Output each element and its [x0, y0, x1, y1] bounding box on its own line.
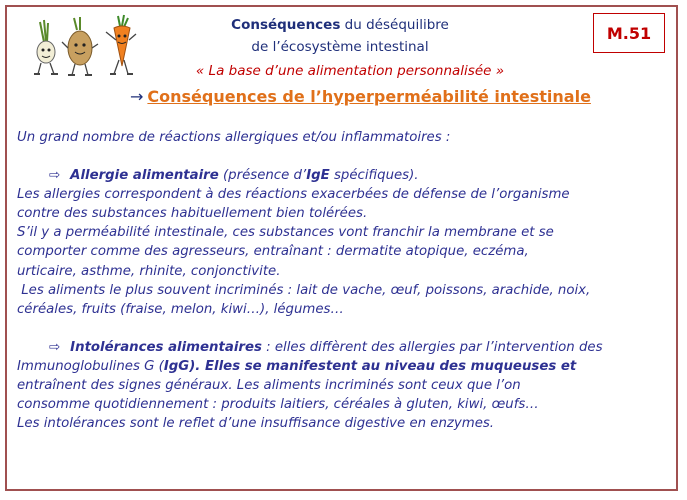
intro-line: Un grand nombre de réactions allergiques et/ou inflammatoires : — [17, 130, 451, 145]
section-title — [130, 87, 630, 106]
header-title — [230, 14, 450, 58]
allergy-line: Les allergies correspondent à des réactions exacerbées de défense de l’organisme — [17, 187, 570, 203]
onion-character — [34, 20, 58, 74]
intolerance-line: Immunoglobulines G (IgG). Elles se manifestent au niveau des muqueuses et — [17, 358, 577, 374]
header-title-line2: de l’écosystème intestinal — [251, 39, 429, 55]
subtitle: « La base d’une alimentation personnalisée » — [195, 63, 505, 79]
intolerance-line: entraînent des signes généraux. Les aliments incriminés sont ceux que l’on — [17, 378, 521, 394]
vegetable-mascots-illustration — [30, 14, 138, 80]
section-title-text: Conséquences de l’hyperperméabilité intestinale — [147, 87, 591, 106]
allergy-line: comporter comme des agresseurs, entraînant : dermatite atopique, eczéma, — [17, 244, 529, 260]
header-title-line1: Conséquences du déséquilibre — [231, 17, 449, 33]
allergy-line: urticaire, asthme, rhinite, conjonctivite. — [17, 263, 281, 279]
body-text — [17, 128, 667, 433]
allergy-heading: ⇨ Allergie alimentaire (présence d’IgE spécifiques). — [49, 168, 419, 184]
allergy-line: contre des substances habituellement bien tolérées. — [17, 206, 368, 222]
intolerance-heading: ⇨ Intolérances alimentaires : elles diffèrent des allergies par l’intervention des — [49, 339, 603, 355]
intolerance-line: Les intolérances sont le reflet d’une insuffisance digestive en enzymes. — [17, 416, 495, 432]
potato-character — [62, 17, 98, 75]
double-arrow-icon: ⇨ — [49, 168, 61, 184]
double-arrow-icon: ⇨ — [49, 339, 61, 355]
carrot-character — [106, 15, 136, 74]
allergy-line: S’il y a perméabilité intestinale, ces substances vont franchir la membrane et se — [17, 225, 554, 241]
intolerance-line: consomme quotidiennement : produits laitiers, céréales à gluten, kiwi, œufs… — [17, 397, 539, 413]
allergy-line: Les aliments le plus souvent incriminés : lait de vache, œuf, poissons, arachide, noix, — [17, 282, 591, 298]
right-arrow-icon: → — [130, 87, 144, 106]
sheet-number-badge: M.51 — [593, 13, 665, 53]
allergy-line: céréales, fruits (fraise, melon, kiwi…), légumes… — [17, 301, 344, 317]
